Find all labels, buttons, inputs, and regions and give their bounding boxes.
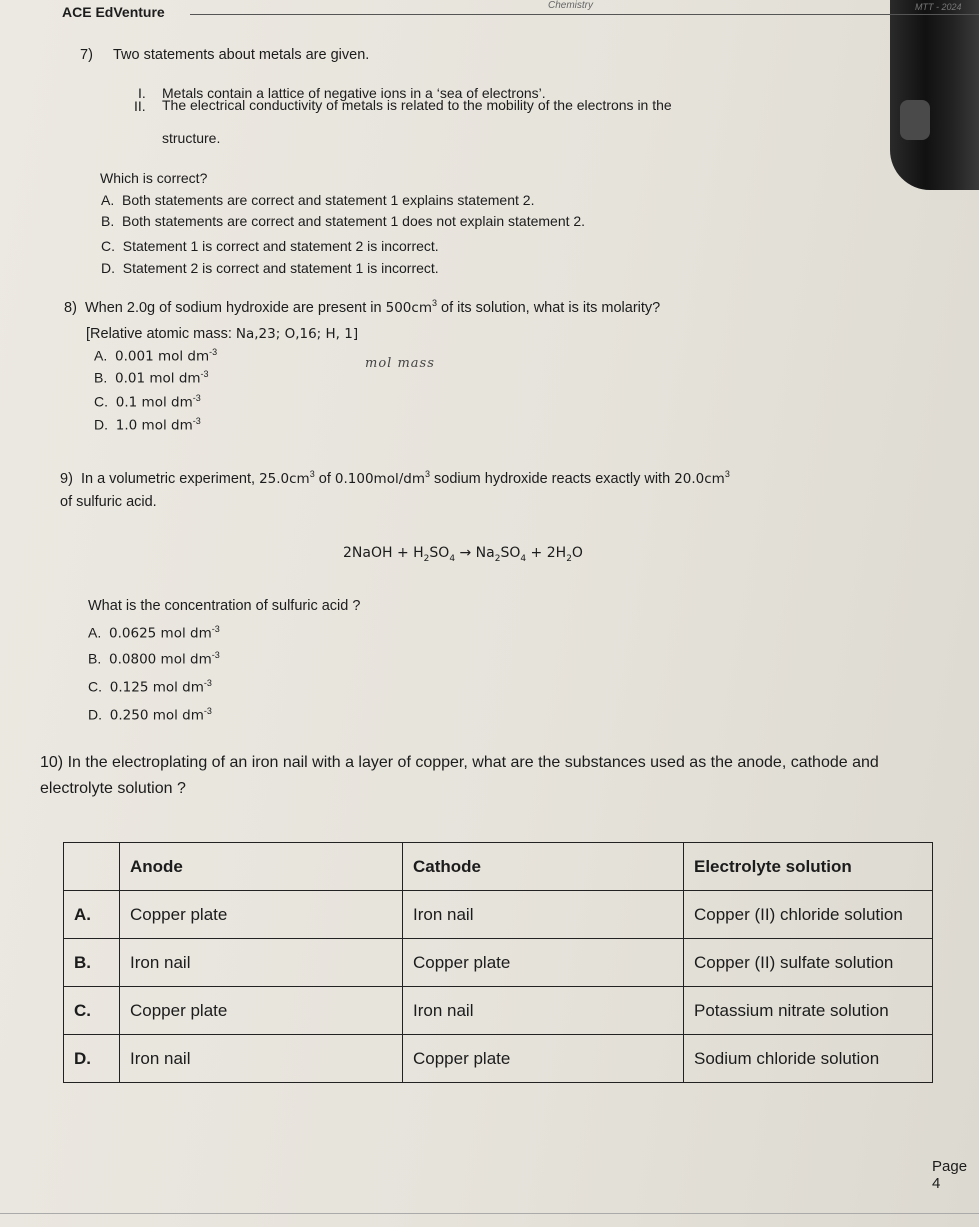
header-rule	[190, 14, 979, 15]
table-cell: Iron nail	[120, 939, 403, 987]
brand-title: ACE EdVenture	[62, 4, 165, 20]
table-cell: B.	[64, 939, 120, 987]
table-header-cell	[64, 843, 120, 891]
table-cell: D.	[64, 1035, 120, 1083]
table-cell: Copper plate	[120, 987, 403, 1035]
q7-prompt: Which is correct?	[100, 170, 208, 186]
q7-statement-num: II.	[134, 98, 146, 114]
table-cell: Copper (II) chloride solution	[684, 891, 933, 939]
table-row	[64, 1035, 933, 1083]
q9-option: C. 0.125 mol $dm^{-3}$	[88, 678, 212, 696]
table-row	[64, 939, 933, 987]
q9-stem: 9) In a volumetric experiment, $25.0cm^3$ of $0.100mol/dm^3$ sodium hydroxide reacts exactly with $20.0cm^3$	[60, 469, 730, 487]
q7-stem: Two statements about metals are given.	[113, 47, 370, 63]
q7-option: D. Statement 2 is correct and statement 1 is incorrect.	[101, 260, 439, 276]
table-cell: Sodium chloride solution	[684, 1035, 933, 1083]
q7-number: 7)	[80, 47, 93, 63]
q7-option: A. Both statements are correct and statement 1 explains statement 2.	[101, 192, 535, 208]
q9-stem-cont: of sulfuric acid.	[60, 494, 157, 510]
table-header-cell: Cathode	[403, 843, 684, 891]
handwritten-note: mol mass	[365, 356, 435, 371]
table-cell: A.	[64, 891, 120, 939]
q9-option: A. 0.0625 mol $dm^{-3}$	[88, 624, 220, 642]
table-cell: Iron nail	[120, 1035, 403, 1083]
q8-option: A. 0.001 mol $dm^{-3}$	[94, 347, 218, 365]
table-cell: Copper plate	[403, 1035, 684, 1083]
q7-statement-text: Metals contain a lattice of negative ions in a ‘sea of electrons’.	[162, 85, 546, 101]
chemical-equation: 2NaOH + $H_2SO_4 \to Na_2SO_4 + 2H_2O$	[343, 545, 583, 564]
table-cell: Iron nail	[403, 891, 684, 939]
page-number: Page 4	[932, 1158, 968, 1192]
q10-options-table	[63, 842, 933, 1083]
q8-stem: 8) When 2.0g of sodium hydroxide are present in $500cm^3$ of its solution, what is its molarity?	[64, 298, 661, 316]
q8-option: C. 0.1 mol $dm^{-3}$	[94, 393, 201, 411]
table-header-cell: Anode	[120, 843, 403, 891]
q8-option: D. 1.0 mol $dm^{-3}$	[94, 416, 201, 434]
table-cell: Copper (II) sulfate solution	[684, 939, 933, 987]
q7-option: B. Both statements are correct and statement 1 does not explain statement 2.	[101, 213, 586, 229]
table-cell: Iron nail	[403, 987, 684, 1035]
table-header-row	[64, 843, 933, 891]
q7-statement-text: The electrical conductivity of metals is related to the mobility of the electrons in the	[162, 97, 672, 113]
table-header-cell: Electrolyte solution	[684, 843, 933, 891]
table-row	[64, 987, 933, 1035]
footer-rule	[0, 1213, 979, 1214]
q8-option: B. 0.01 mol $dm^{-3}$	[94, 369, 209, 387]
q10-stem: 10) In the electroplating of an iron nail with a layer of copper, what are the substances used as the anode, cathode and electrolyte solution ?	[40, 754, 879, 797]
table-cell: Copper plate	[120, 891, 403, 939]
q7-statement-num: I.	[138, 85, 146, 101]
table-cell: C.	[64, 987, 120, 1035]
q7-statement-cont: structure.	[162, 130, 221, 146]
table-row	[64, 891, 933, 939]
q9-option: B. 0.0800 mol $dm^{-3}$	[88, 650, 220, 668]
binder-clip	[890, 0, 979, 190]
header-code: MTT - 2024	[915, 2, 962, 12]
table-cell: Potassium nitrate solution	[684, 987, 933, 1035]
q8-relative-mass: [Relative atomic mass: Na,23; O,16; H, 1]	[86, 326, 359, 342]
header-subject: Chemistry	[548, 0, 594, 11]
q9-prompt: What is the concentration of sulfuric acid ?	[88, 598, 361, 614]
q7-option: C. Statement 1 is correct and statement 2 is incorrect.	[101, 238, 439, 254]
q9-option: D. 0.250 mol $dm^{-3}$	[88, 706, 212, 724]
table-cell: Copper plate	[403, 939, 684, 987]
